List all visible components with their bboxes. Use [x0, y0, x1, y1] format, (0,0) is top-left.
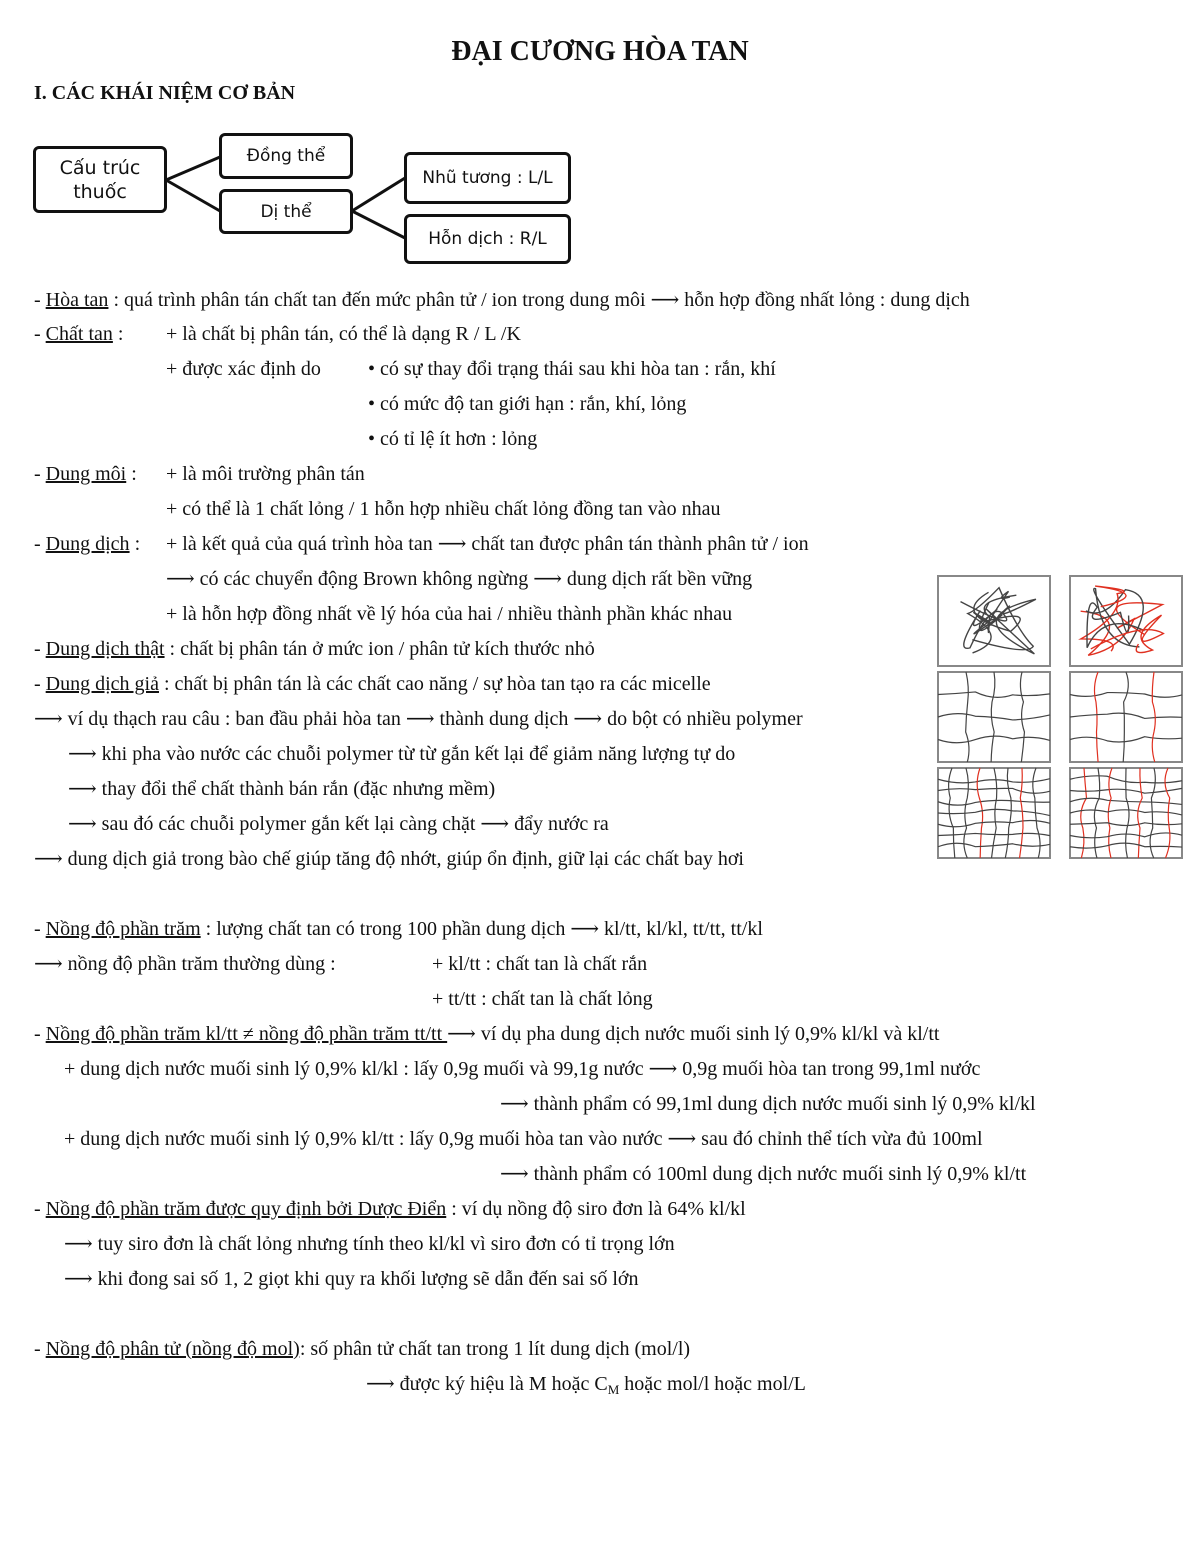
- definition-true-solution: : chất bị phân tán ở mức ion / phân tử kích thước nhỏ: [164, 638, 595, 660]
- bullet-percent-kltt: + kl/tt : chất tan là chất rắn: [432, 953, 648, 975]
- box-heterogeneous: [219, 189, 353, 234]
- box-drug-structure: [33, 146, 167, 213]
- line-pharmacopoeia: [34, 1197, 746, 1221]
- line-syrup-error: ⟶ khi đong sai số 1, 2 giọt khi quy ra khối lượng sẽ dẫn đến sai số lớn: [64, 1268, 639, 1290]
- dash: -: [34, 289, 46, 311]
- line-saline-kltt: + dung dịch nước muối sinh lý 0,9% kl/tt : lấy 0,9g muối hòa tan vào nước ⟶ sau đó chỉnh thể tích vừa đủ 100ml: [64, 1128, 983, 1150]
- line-saline-kltt-result: ⟶ thành phẩm có 100ml dung dịch nước muối sinh lý 0,9% kl/tt: [500, 1163, 1027, 1185]
- line-solution-term: [34, 532, 140, 556]
- connector-root-heterogeneous: [166, 180, 220, 211]
- dash: -: [34, 638, 46, 660]
- box-suspension: [404, 214, 571, 264]
- term-dissolution: Hòa tan: [45, 289, 109, 311]
- term-colon: :: [126, 463, 137, 485]
- line-solute-term: [34, 322, 123, 346]
- definition-percent-conc: : lượng chất tan có trong 100 phần dung dịch ⟶ kl/tt, kl/kl, tt/tt, tt/kl: [200, 918, 763, 940]
- term-percent-conc: Nồng độ phần trăm: [45, 918, 201, 940]
- dash: -: [34, 918, 46, 940]
- line-agar-step3: ⟶ sau đó các chuỗi polymer gắn kết lại càng chặt ⟶ đẩy nước ra: [68, 813, 609, 835]
- line-pseudo-solution: [34, 672, 711, 696]
- line-true-solution: [34, 637, 595, 661]
- definition-dissolution: : quá trình phân tán chất tan đến mức phân tử / ion trong dung môi ⟶ hỗn hợp đồng nhất lỏng : dung dịch: [108, 289, 970, 311]
- line-saline-klkl: + dung dịch nước muối sinh lý 0,9% kl/kl : lấy 0,9g muối và 99,1g nước ⟶ 0,9g muối hòa tan trong 99,1ml nước: [64, 1058, 981, 1080]
- definition-pseudo-solution: : chất bị phân tán là các chất cao năng / sự hòa tan tạo ra các micelle: [158, 673, 711, 695]
- connector-heterogeneous-emulsion: [352, 178, 405, 211]
- term-colon: :: [112, 323, 124, 345]
- line-percent-conc: [34, 917, 763, 941]
- bullet-solute-2: • có mức độ tan giới hạn : rắn, khí, lỏng: [368, 393, 687, 415]
- line-dissolution: [34, 288, 970, 312]
- term-colon: :: [129, 533, 141, 555]
- term-pseudo-solution: Dung dịch giả: [45, 673, 159, 695]
- line-pseudo-use: ⟶ dung dịch giả trong bào chế giúp tăng độ nhớt, giúp ổn định, giữ lại các chất bay hơi: [34, 848, 744, 870]
- line-molar-symbol: [366, 1372, 806, 1402]
- term-true-solution: Dung dịch thật: [45, 638, 165, 660]
- box-homogeneous: [219, 133, 353, 179]
- term-percent-compare: Nồng độ phần trăm kl/tt ≠ nồng độ phần trăm tt/tt: [45, 1023, 448, 1045]
- line-solute-def2: + được xác định do: [166, 358, 321, 380]
- line-solvent-term: [34, 462, 137, 486]
- line-molar-conc: [34, 1337, 690, 1361]
- line-solvent-def2: + có thể là 1 chất lỏng / 1 hỗn hợp nhiều chất lỏng đồng tan vào nhau: [166, 498, 721, 520]
- dash: -: [34, 1198, 46, 1220]
- connector-root-homogeneous: [166, 157, 220, 180]
- example-saline: ⟶ ví dụ pha dung dịch nước muối sinh lý 0,9% kl/kl và kl/tt: [447, 1023, 940, 1045]
- box-emulsion: [404, 152, 571, 204]
- term-solvent: Dung môi: [45, 463, 127, 485]
- line-percent-compare: [34, 1022, 939, 1046]
- gel-network-figure: [936, 574, 1186, 864]
- box-drug-structure-line1: Cấu trúc: [59, 156, 141, 179]
- line-agar-step2: ⟶ thay đổi thể chất thành bán rắn (đặc nhưng mềm): [68, 778, 496, 800]
- dash: -: [34, 673, 46, 695]
- line-solution-def3: + là hỗn hợp đồng nhất về lý hóa của hai / nhiều thành phần khác nhau: [166, 603, 733, 625]
- line-saline-klkl-result: ⟶ thành phẩm có 99,1ml dung dịch nước muối sinh lý 0,9% kl/kl: [500, 1093, 1036, 1115]
- example-syrup: : ví dụ nồng độ siro đơn là 64% kl/kl: [446, 1198, 746, 1220]
- box-suspension-label: Hỗn dịch : R/L: [428, 229, 547, 249]
- line-solution-def2: ⟶ có các chuyển động Brown không ngừng ⟶ dung dịch rất bền vững: [166, 568, 753, 590]
- definition-molar-conc: : số phân tử chất tan trong 1 lít dung dịch (mol/l): [299, 1338, 691, 1360]
- term-pharmacopoeia: Nồng độ phần trăm được quy định bởi Dược Điển: [45, 1198, 447, 1220]
- term-solute: Chất tan: [45, 323, 113, 345]
- bullet-solute-3: • có tỉ lệ ít hơn : lỏng: [368, 428, 538, 450]
- molar-symbol-subscript: M: [607, 1382, 620, 1397]
- page-title: ĐẠI CƯƠNG HÒA TAN: [451, 36, 749, 67]
- dash: -: [34, 1338, 46, 1360]
- line-solute-def1: + là chất bị phân tán, có thể là dạng R / L /K: [166, 323, 521, 345]
- box-drug-structure-line2: thuốc: [73, 180, 127, 203]
- line-syrup-reason: ⟶ tuy siro đơn là chất lỏng nhưng tính theo kl/kl vì siro đơn có tỉ trọng lớn: [64, 1233, 675, 1255]
- dash: -: [34, 323, 46, 345]
- dash: -: [34, 463, 46, 485]
- term-molar-conc: Nồng độ phân tử (nồng độ mol): [45, 1338, 300, 1360]
- line-agar-step1: ⟶ khi pha vào nước các chuỗi polymer từ từ gắn kết lại để giảm năng lượng tự do: [68, 743, 736, 765]
- box-emulsion-label: Nhũ tương : L/L: [422, 168, 553, 188]
- bullet-solute-1: • có sự thay đổi trạng thái sau khi hòa tan : rắn, khí: [368, 358, 776, 380]
- bullet-percent-tttt: + tt/tt : chất tan là chất lỏng: [432, 988, 653, 1010]
- line-percent-common: ⟶ nồng độ phần trăm thường dùng :: [34, 953, 336, 975]
- line-example-agar: ⟶ ví dụ thạch rau câu : ban đầu phải hòa tan ⟶ thành dung dịch ⟶ do bột có nhiều polymer: [34, 708, 803, 730]
- dash: -: [34, 533, 46, 555]
- box-homogeneous-label: Đồng thể: [246, 146, 326, 166]
- section-heading: I. CÁC KHÁI NIỆM CƠ BẢN: [34, 82, 296, 104]
- connector-heterogeneous-suspension: [352, 211, 405, 238]
- molar-symbol-rest: hoặc mol/l hoặc mol/L: [619, 1373, 806, 1395]
- dash: -: [34, 1023, 46, 1045]
- line-solvent-def1: + là môi trường phân tán: [166, 463, 365, 485]
- molar-symbol-text: ⟶ được ký hiệu là M hoặc C: [366, 1373, 608, 1395]
- box-heterogeneous-label: Dị thể: [260, 201, 312, 222]
- line-solution-def1: + là kết quả của quá trình hòa tan ⟶ chất tan được phân tán thành phân tử / ion: [166, 533, 809, 555]
- term-solution: Dung dịch: [45, 533, 130, 555]
